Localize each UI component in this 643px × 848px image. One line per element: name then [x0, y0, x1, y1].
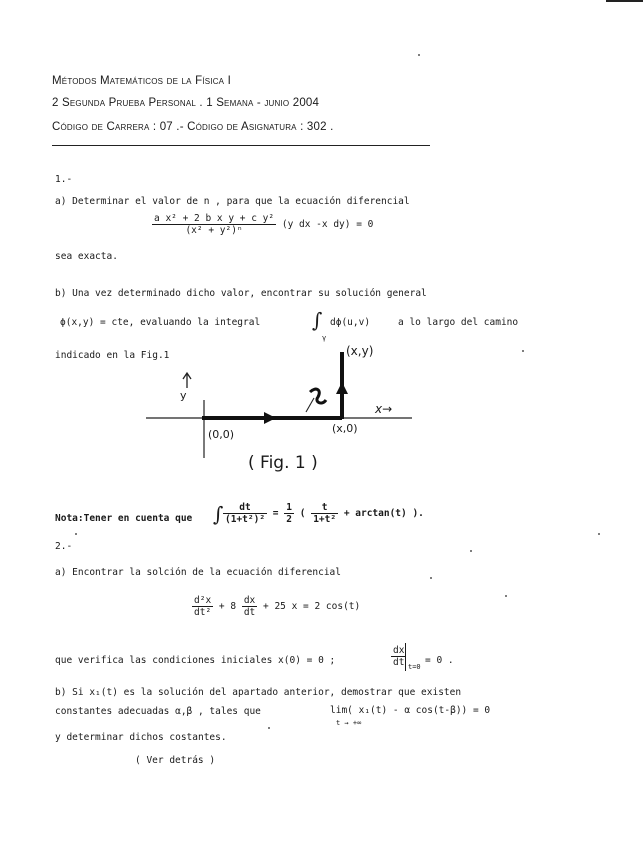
condition-eval-point: t=0 — [408, 663, 421, 671]
nota-integral-sign: ∫ — [213, 502, 224, 526]
equation-numerator: a x² + 2 b x y + c y² — [154, 213, 275, 224]
nota-t-fraction — [311, 502, 338, 525]
integral-path: γ — [322, 334, 327, 342]
nota-tail: + arctan(t) ). — [343, 508, 424, 519]
equation-fraction — [152, 213, 276, 236]
second-derivative-fraction — [192, 595, 213, 618]
equation-mid2: + 25 x = 2 cos(t) — [263, 601, 361, 612]
nota-equals: = — [272, 508, 279, 519]
problem1-equation — [152, 213, 373, 236]
integral-sign: ∫ — [312, 308, 323, 332]
label-x0: (x,0) — [332, 422, 358, 435]
header-exam: 2 Segunda Prueba Personal . 1 Semana - junio 2004 — [52, 97, 320, 109]
problem2-b-line3: y determinar dichos costantes. — [55, 732, 227, 743]
scan-speck — [470, 550, 472, 552]
problem1-b-line3: indicado en la Fig.1 — [55, 350, 170, 361]
scan-speck — [75, 533, 77, 535]
scan-speck — [418, 54, 420, 56]
problem2-conditions-left: que verifica las condiciones iniciales x(0) = 0 ; — [55, 655, 336, 666]
condition-dx: dx — [393, 645, 405, 656]
scan-speck — [522, 350, 524, 352]
problem1-number: 1.- — [55, 174, 73, 185]
d2x-numerator: d²x — [194, 595, 212, 606]
problem2-number: 2.- — [55, 541, 73, 552]
header-title: Métodos Matemáticos de la Física I — [52, 75, 231, 87]
dx-numerator: dx — [243, 595, 256, 606]
equation-denominator: (x² + y²)ⁿ — [185, 225, 243, 236]
x-axis-label: x→ — [375, 402, 393, 416]
problem1-b-line2-left: ϕ(x,y) = cte, evaluando la integral — [60, 317, 261, 328]
integrand: dϕ(u,v) — [330, 317, 371, 328]
scan-speck — [598, 533, 600, 535]
nota-t-denominator: 1+t² — [313, 514, 337, 525]
nota-paren-open: ( — [299, 508, 306, 519]
scan-speck — [268, 727, 270, 729]
figure-caption: ( Fig. 1 ) — [248, 453, 318, 473]
problem2-conditions-right: = 0 . — [425, 655, 454, 666]
label-xy: (x,y) — [346, 344, 374, 358]
nota-formula — [223, 502, 424, 525]
header-rule — [52, 145, 430, 146]
gamma-pointer-line — [306, 398, 314, 412]
problem1-a-intro: a) Determinar el valor de n , para que la ecuación diferencial — [55, 196, 410, 207]
y-axis-label: y — [180, 389, 187, 402]
problem2-a-intro: a) Encontrar la solción de la ecuación diferencial — [55, 567, 341, 578]
evaluation-bar — [405, 643, 406, 671]
nota-half-fraction — [284, 502, 294, 525]
dt2-denominator: dt² — [194, 607, 212, 618]
dt-denominator: dt — [243, 607, 256, 618]
nota-half-denominator: 2 — [286, 514, 292, 525]
problem2-b-line2-left: constantes adecuadas α,β , tales que — [55, 706, 261, 717]
problem1-a-end: sea exacta. — [55, 251, 118, 262]
equation-mid1: + 8 — [218, 601, 237, 612]
problem2-b-line1: b) Si x₁(t) es la solución del apartado anterior, demostrar que existen — [55, 687, 462, 698]
scan-speck — [505, 595, 507, 597]
path-arrow-horizontal — [264, 412, 276, 424]
nota-int-numerator: dt — [223, 502, 267, 514]
top-edge-rule — [606, 0, 643, 2]
limit-subscript: t → +∞ — [336, 719, 362, 727]
header-codes: Código de Carrera : 07 .- Código de Asignatura : 302 . — [52, 121, 334, 133]
equation-rest: (y dx -x dy) = 0 — [281, 219, 374, 230]
path-arrow-vertical — [336, 382, 348, 394]
nota-int-denominator: (1+t²)² — [225, 514, 266, 525]
nota-half-numerator: 1 — [286, 502, 292, 513]
footer-see-back: ( Ver detrás ) — [135, 755, 216, 766]
condition-dt: dt — [393, 657, 405, 668]
label-origin: (0,0) — [208, 428, 235, 441]
problem1-b-line1: b) Una vez determinado dicho valor, encontrar su solución general — [55, 288, 427, 299]
scan-speck — [430, 577, 432, 579]
nota-integrand-fraction — [223, 502, 267, 525]
y-axis-arrow-icon — [183, 373, 191, 388]
nota-label: Nota:Tener en cuenta que — [55, 513, 193, 524]
limit-expression: lim( x₁(t) - α cos(t-β)) = 0 — [330, 705, 491, 716]
problem1-b-line2-right: a lo largo del camino — [398, 317, 519, 328]
first-derivative-fraction — [242, 595, 257, 618]
nota-t-numerator: t — [311, 502, 338, 514]
problem2-equation — [192, 595, 360, 618]
